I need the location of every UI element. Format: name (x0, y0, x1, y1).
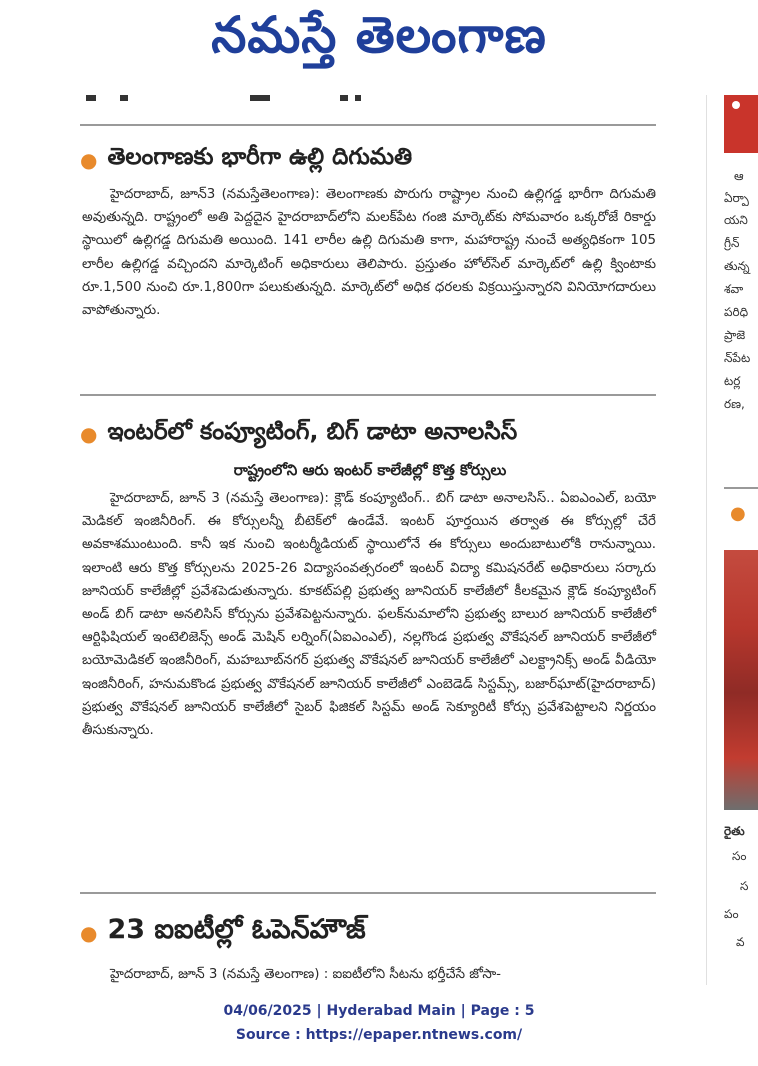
adjacent-text-line: గ్రీన్‌ (724, 236, 740, 250)
adjacent-text-line: న్‌పేట (724, 351, 751, 365)
masthead-title: నమస్తే తెలంగాణ (211, 5, 547, 64)
adjacent-text-line: ఏర్పా (724, 191, 749, 205)
bullet-icon: ● (730, 503, 746, 524)
masthead (0, 0, 758, 82)
section-rule (724, 487, 758, 489)
article-3-body: హైదరాబాద్, జూన్ 3 (నమస్తే తెలంగాణ) : ఐఐటీలోని సీటను భర్తీచేసే జోసా- (110, 967, 501, 982)
adjacent-text-line: వ (736, 935, 745, 949)
adjacent-text-line: యని (724, 213, 748, 227)
bullet-icon: ● (80, 148, 98, 172)
article-1-headline (80, 143, 660, 177)
article-column (80, 95, 660, 985)
column-divider (706, 95, 707, 985)
adjacent-text-line: సం (732, 849, 747, 863)
bullet-icon: ● (80, 921, 98, 945)
article-3-headline-text: 23 ఐఐటీల్లో ఓపెన్‌హౌజ్ (107, 914, 366, 945)
adjacent-text-line: ఆ (734, 169, 744, 183)
section-rule (80, 394, 656, 396)
adjacent-text-line: పం (724, 907, 739, 921)
article-2-headline-text: ఇంటర్‌లో కంప్యూటింగ్, బిగ్ డాటా అనాలసిస్ (107, 417, 518, 445)
article-2-subheading: రాష్ట్రంలోని ఆరు ఇంటర్ కాలేజీల్లో కొత్త కోర్సులు (233, 461, 507, 479)
clipped-text-fragment (80, 95, 660, 103)
adjacent-text-line: స (740, 879, 749, 893)
source-line: Source : https://epaper.ntnews.com/ (235, 1027, 523, 1043)
photo-fragment (724, 95, 758, 153)
adjacent-column-fragment (724, 95, 758, 985)
adjacent-text-line: టర్ల (724, 374, 741, 388)
adjacent-text-line: రణ, (724, 397, 745, 411)
article-3-headline (80, 913, 660, 953)
adjacent-text-line: రైతు (724, 824, 745, 838)
photo-fragment (724, 550, 758, 810)
adjacent-text-line: తున్న (724, 259, 750, 273)
article-2-headline (80, 415, 660, 453)
adjacent-text-line: శవా (724, 282, 744, 296)
article-2-body: హైదరాబాద్, జూన్ 3 (నమస్తే తెలంగాణ): క్లౌడ్ కంప్యూటింగ్.. బిగ్ డాటా అనాలసిస్.. ఏఐఎంఎల్, బయో మెడికల్ ఇంజినీరింగ్. ఈ కోర్సులన్నీ బీటెక్‌లో ఉండేవే. ఇంటర్ పూర్తయిన తర్వాత ఈ కోర్సుల్లో చేరే అవకాశముంటుంది. కానీ ఇక నుంచి ఇంటర్మీడియట్ స్థాయిలోనే ఈ కోర్సులు అందుబాటులోకి రానున్నాయి. ఇలాంటి ఆరు కొత్త కోర్సులను 2025-26 విద్యాసంవత్సరంలో ఇంటర్ విద్యా కమిషనరేట్ అధికారులు సర్కారు జూనియర్ కాలేజీల్లో ప్రవేశపెడుతున్నారు. కూకట్‌పల్లి ప్రభుత్వ జూనియర్ కాలేజీలో కీలకమైన క్లౌడ్ కంప్యూటింగ్ అండ్ బిగ్ డాటా అనలిసిస్ కోర్సును ప్రవేశపెట్టనున్నారు. ఫలక్‌నుమాలోని ప్రభుత్వ బాలుర జూనియర్ కాలేజీలో ఆర్టిఫిషియల్ ఇంటెలిజెన్స్ అండ్ మెషిన్ లర్నింగ్(ఏఐఎంఎల్), నల్లగొండ ప్రభుత్వ వొకేషనల్ జూనియర్ కాలేజీలో బయోమెడికల్ ఇంజినీరింగ్, మహబూబ్‌నగర్ ప్రభుత్వ వొకేషనల్ జూనియర్ కాలేజీలో ఎలక్ట్రానిక్స్ అండ్ వీడియో ఇంజినీరింగ్, హనుమకొండ ప్రభుత్వ వొకేషనల్ జూనియర్ కాలేజీలో ఎంబెడెడ్ సిస్టమ్స్, బజార్‌ఘాట్(హైదరాబాద్) ప్రభుత్వ వొకేషనల్ జూనియర్ కాలేజీలో సైబర్ ఫిజికల్ సిస్టమ్ అండ్ సెక్యూరిటీ కోర్సు ప్రవేశపెట్టాలని నిర్ణయం తీసుకున్నారు. (82, 491, 656, 739)
section-rule (80, 124, 656, 126)
edition-line: 04/06/2025 | Hyderabad Main | Page : 5 (223, 1003, 535, 1019)
adjacent-text-line: ప్రాజె (724, 328, 746, 342)
article-1-body: హైదరాబాద్, జూన్3 (నమస్తేతెలంగాణ): తెలంగాణకు పొరుగు రాష్ట్రాల నుంచి ఉల్లిగడ్డ భారీగా దిగుమతి అవుతున్నది. రాష్ట్రంలో అతి పెద్దదైన హైదరాబాద్‌లోని మలక్‌పేట గంజి మార్కెట్‌కు సోమవారం ఒక్కరోజే రికార్డు స్థాయిలో ఉల్లిగడ్డ దిగుమతి అయింది. 141 లారీల ఉల్లి దిగుమతి కాగా, మహారాష్ట్ర నుంచే అత్యధికంగా 105 లారీల ఉల్లిగడ్డ వచ్చిందని మార్కెటింగ్ అధికారులు తెలిపారు. ప్రస్తుతం హోల్‌సేల్ మార్కెట్‌లో ఉల్లి క్వింటాకు రూ.1,500 నుంచి రూ.1,800గా పలుకుతున్నది. మార్కెట్‌లో అధిక ధరలకు విక్రయిస్తున్నారని వినియోగదారులు వాపోతున్నారు. (82, 187, 656, 319)
adjacent-text-line: పరిధి (724, 305, 749, 319)
section-rule (80, 892, 656, 894)
bullet-icon: ● (80, 422, 98, 446)
article-1-headline-text: తెలంగాణకు భారీగా ఉల్లి దిగుమతి (107, 144, 413, 170)
